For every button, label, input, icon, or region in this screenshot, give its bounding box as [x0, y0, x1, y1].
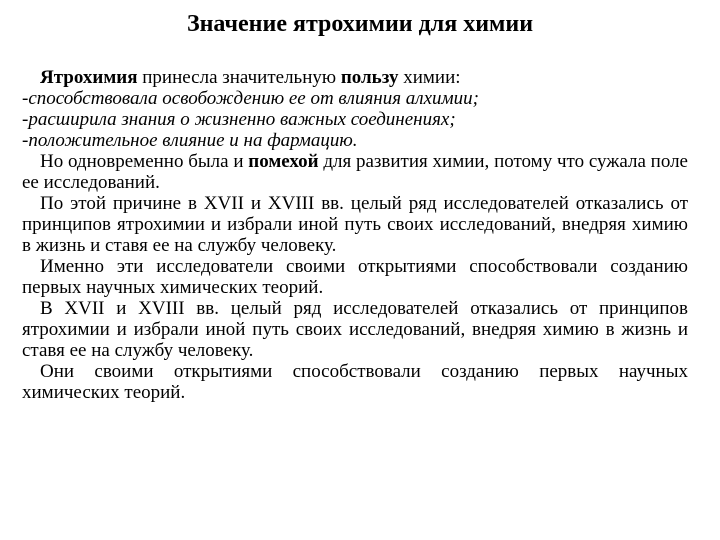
- intro-line: [22, 67, 688, 88]
- intro-bold: пользу: [340, 67, 399, 88]
- paragraph-5: В XVII и XVIII вв. целый ряд исследователей отказались от принципов ятрохимии и избрали иной путь своих исследований, внедряя химию в жизнь и ставя ее на службу человеку.: [22, 298, 688, 361]
- slide-body: [22, 67, 688, 403]
- para2-end: для развития химии, потому что сужала поле ее исследований.: [22, 151, 688, 193]
- paragraph-6: Они своими открытиями способствовали созданию первых научных химических теорий.: [22, 361, 688, 403]
- paragraph-4: Именно эти исследователи своими открытиями способствовали созданию первых научных химических теорий.: [22, 256, 688, 298]
- bullet-3: -положительное влияние и на фармацию.: [22, 130, 358, 151]
- para2-start: Но одновременно была и: [40, 151, 249, 172]
- para2-bold: помехой: [248, 151, 319, 172]
- paragraph-2: [22, 151, 688, 193]
- intro-mid: принесла значительную: [137, 67, 341, 88]
- slide-title: Значение ятрохимии для химии: [186, 11, 534, 37]
- intro-end: химии:: [398, 67, 461, 88]
- intro-term: Ятрохимия: [40, 67, 138, 88]
- bullet-1: -способствовала освобождению ее от влияния алхимии;: [22, 88, 479, 109]
- bullet-2: -расширила знания о жизненно важных соединениях;: [22, 109, 456, 130]
- paragraph-3: По этой причине в XVII и XVIII вв. целый ряд исследователей отказались от принципов ятрохимии и избрали иной путь своих исследований, внедряя химию в жизнь и ставя ее на службу человеку.: [22, 193, 688, 256]
